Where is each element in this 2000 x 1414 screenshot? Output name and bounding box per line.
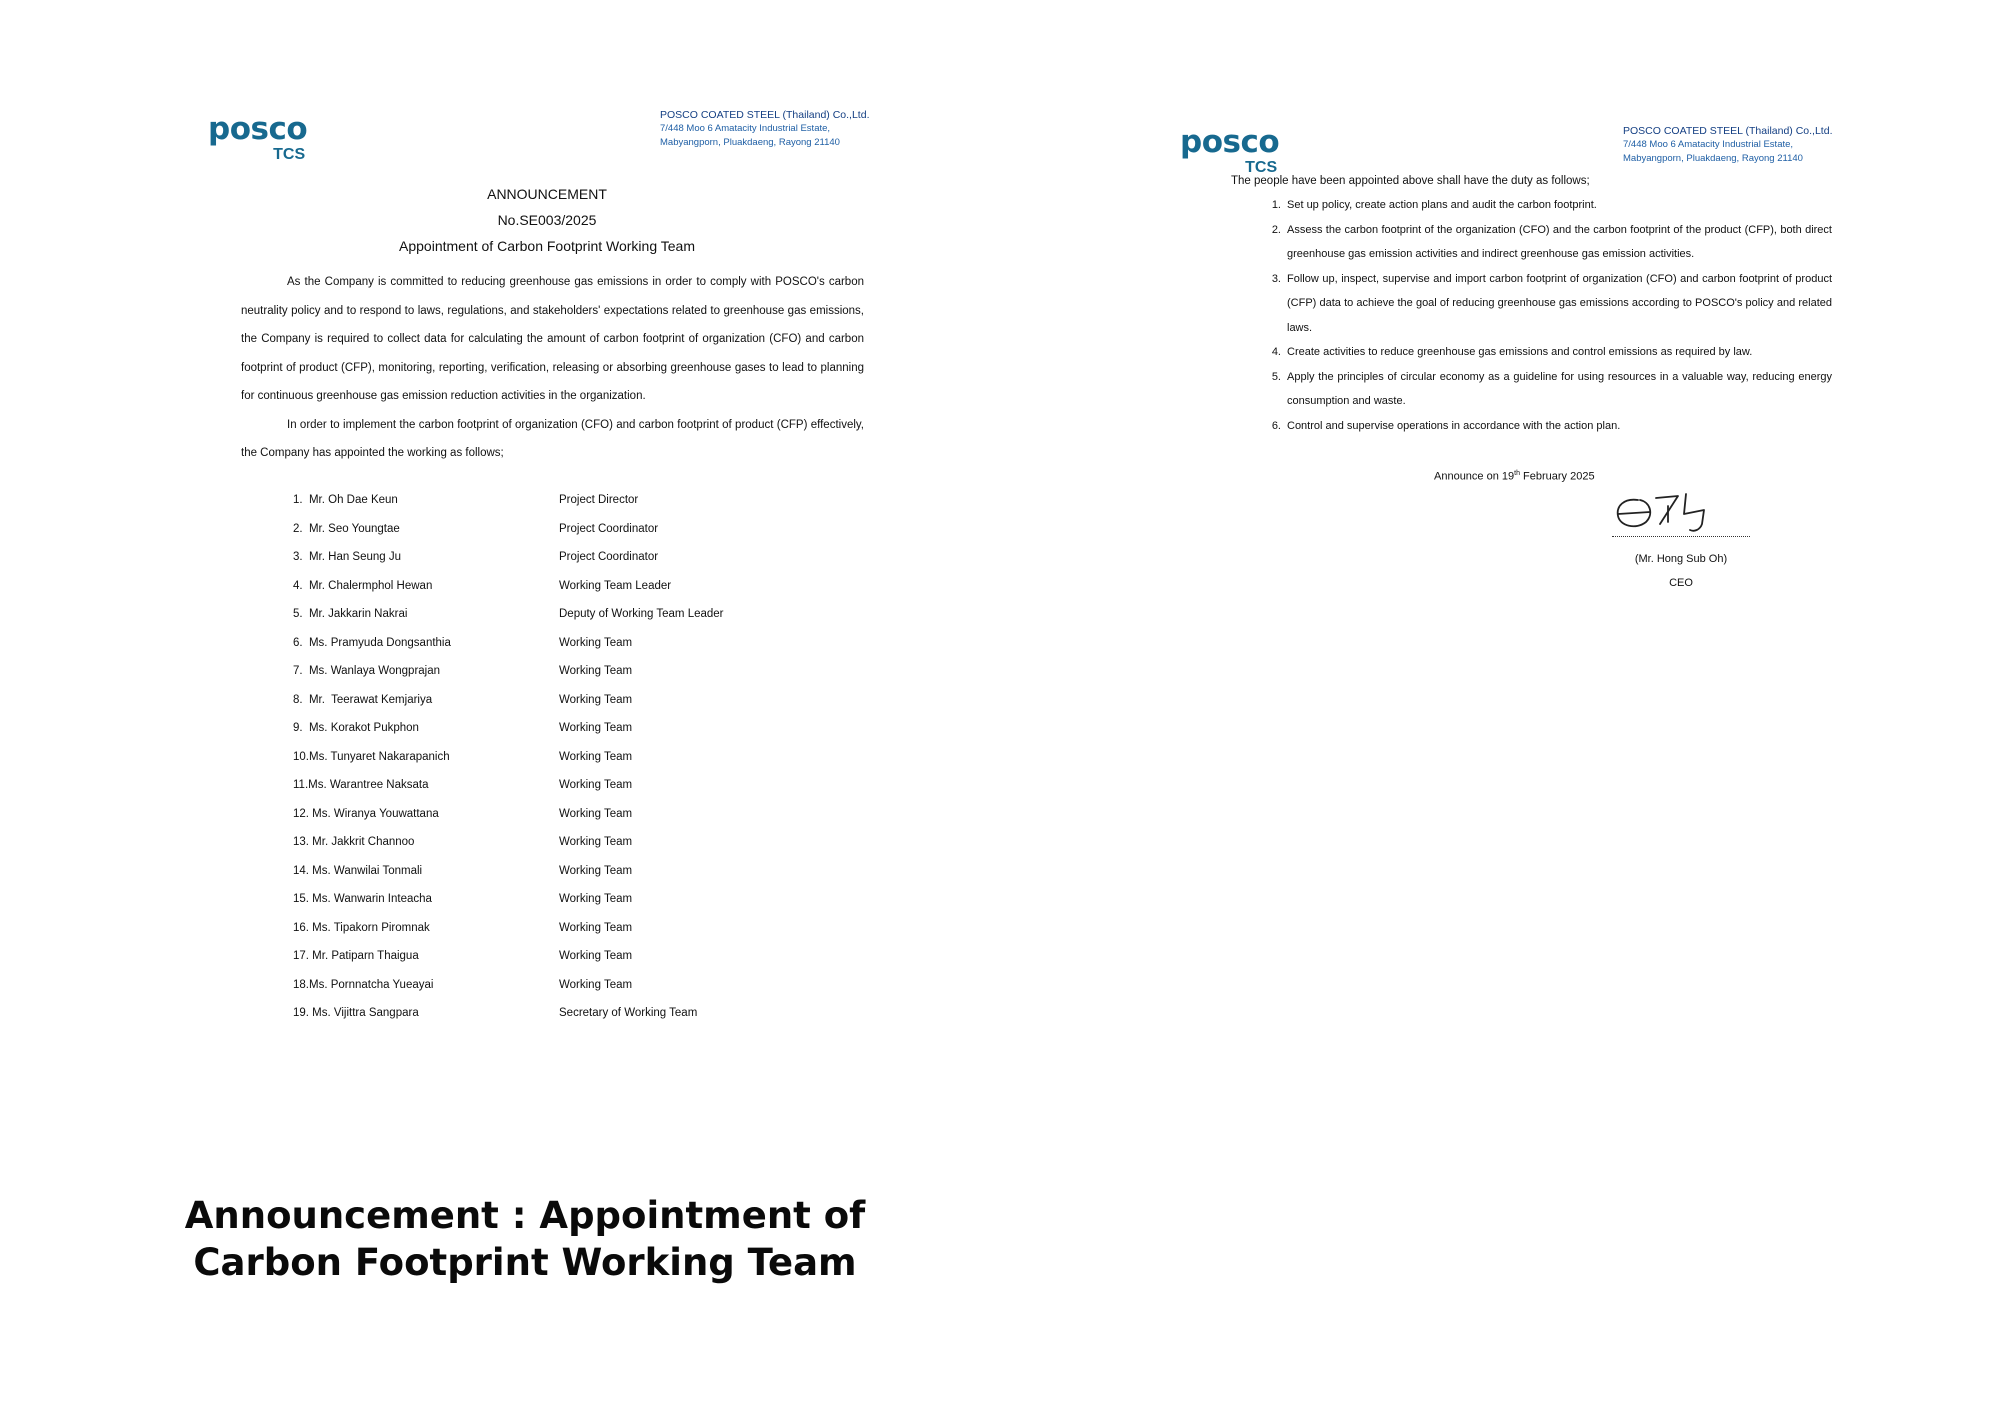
company-address xyxy=(660,108,869,150)
signature-line xyxy=(1612,536,1750,537)
team-member-name: 14. Ms. Wanwilai Tonmali xyxy=(293,864,423,877)
address-line-2: Mabyangporn, Pluakdaeng, Rayong 21140 xyxy=(1623,153,1803,164)
team-member-role: Working Team xyxy=(559,921,633,934)
duty-number: 2. xyxy=(1271,223,1281,236)
duty-item xyxy=(1246,193,1832,218)
team-member-name: 2. Mr. Seo Youngtae xyxy=(293,522,400,535)
duty-item xyxy=(1246,267,1832,341)
signatory-name: (Mr. Hong Sub Oh) xyxy=(1634,553,1728,565)
team-member-role: Project Director xyxy=(559,494,639,506)
team-row xyxy=(293,942,724,971)
caption-line-2: Carbon Footprint Working Team xyxy=(193,1241,857,1284)
team-member-role: Deputy of Working Team Leader xyxy=(559,608,724,620)
paragraph-2-text: In order to implement the carbon footprint of organization (CFO) and carbon footprint of product (CFP) effectively, the Company has appointed the working as follows; xyxy=(241,418,864,459)
team-row xyxy=(293,486,724,515)
team-member-name: 18.Ms. Pornnatcha Yueayai xyxy=(293,978,434,991)
team-member-role: Project Coordinator xyxy=(559,551,659,563)
duty-item xyxy=(1246,218,1832,267)
team-row xyxy=(293,771,724,800)
team-member-name: 12. Ms. Wiranya Youwattana xyxy=(293,807,439,820)
duty-number: 3. xyxy=(1271,272,1281,285)
duty-number: 6. xyxy=(1271,419,1281,432)
duty-item xyxy=(1246,365,1832,414)
team-member-role: Working Team xyxy=(559,750,633,763)
team-row xyxy=(293,828,724,857)
duty-number: 4. xyxy=(1271,346,1281,358)
team-row xyxy=(293,600,724,629)
team-row xyxy=(293,629,724,658)
announce-date-prefix: Announce on 19 xyxy=(1434,470,1515,483)
team-member-role: Working Team xyxy=(559,978,633,991)
caption-line-1: Announcement : Appointment of xyxy=(184,1194,866,1237)
team-row xyxy=(293,914,724,943)
team-row xyxy=(293,885,724,914)
team-member-name: 9. Ms. Korakot Pukphon xyxy=(293,722,419,734)
posco-tcs-logo xyxy=(208,111,308,163)
team-member-name: 10.Ms. Tunyaret Nakarapanich xyxy=(293,750,450,763)
team-member-name: 17. Mr. Patiparn Thaigua xyxy=(293,950,419,962)
duty-item xyxy=(1246,414,1832,439)
logo-wordmark: posco xyxy=(208,111,308,147)
duty-text: Create activities to reduce greenhouse gas emissions and control emissions as required by law. xyxy=(1287,346,1753,358)
duty-text: Follow up, inspect, supervise and import carbon footprint of organization (CFO) and carbon footprint of product (CFP) data to achieve the goal of reducing greenhouse gas emissions according to POSCO's policy and related laws. xyxy=(1287,272,1832,334)
address-line-1: 7/448 Moo 6 Amatacity Industrial Estate, xyxy=(1623,139,1794,150)
team-row xyxy=(293,999,724,1028)
team-row xyxy=(293,800,724,829)
ceo-signature xyxy=(1610,488,1730,540)
address-line-1: 7/448 Moo 6 Amatacity Industrial Estate, xyxy=(660,123,831,134)
team-member-name: 7. Ms. Wanlaya Wongprajan xyxy=(293,665,441,677)
body-paragraph-1 xyxy=(241,268,864,411)
duty-text: Apply the principles of circular economy as a guideline for using resources in a valuable way, reducing energy consumption and waste. xyxy=(1287,370,1832,407)
team-row xyxy=(293,686,724,715)
announce-date-ordinal: th xyxy=(1514,470,1520,477)
team-member-role: Working Team xyxy=(559,836,633,848)
team-member-role: Working Team xyxy=(559,636,633,649)
company-name: POSCO COATED STEEL (Thailand) Co.,Ltd. xyxy=(1623,125,1833,137)
team-row xyxy=(293,971,724,1000)
logo-subtext: TCS xyxy=(1245,159,1278,176)
team-member-role: Working Team xyxy=(559,779,633,791)
announcement-heading: ANNOUNCEMENT xyxy=(487,186,607,202)
logo-subtext: TCS xyxy=(273,146,306,163)
team-member-role: Working Team xyxy=(559,950,633,962)
duty-item xyxy=(1246,340,1832,365)
announce-date-suffix: February 2025 xyxy=(1519,470,1595,483)
team-row xyxy=(293,515,724,544)
team-member-role: Working Team xyxy=(559,722,633,734)
signatory-title: CEO xyxy=(1669,577,1693,589)
team-row xyxy=(293,572,724,601)
announce-date xyxy=(1434,470,1595,483)
duty-text: Set up policy, create action plans and audit the carbon footprint. xyxy=(1287,199,1597,211)
duties-intro: The people have been appointed above shall have the duty as follows; xyxy=(1231,175,1590,187)
team-member-name: 15. Ms. Wanwarin Inteacha xyxy=(293,893,432,905)
duty-number: 5. xyxy=(1271,370,1281,383)
team-row xyxy=(293,543,724,572)
team-member-role: Working Team xyxy=(559,665,633,677)
logo-wordmark: posco xyxy=(1180,124,1280,160)
team-member-name: 11.Ms. Warantree Naksata xyxy=(293,779,429,791)
team-member-name: 3. Mr. Han Seung Ju xyxy=(293,551,402,563)
team-member-name: 6. Ms. Pramyuda Dongsanthia xyxy=(293,636,451,649)
team-member-name: 5. Mr. Jakkarin Nakrai xyxy=(293,608,408,620)
announcement-subject: Appointment of Carbon Footprint Working Team xyxy=(399,238,695,254)
team-member-role: Working Team xyxy=(559,807,633,820)
team-row xyxy=(293,657,724,686)
team-member-name: 8. Mr. Teerawat Kemjariya xyxy=(293,693,433,706)
team-member-name: 16. Ms. Tipakorn Piromnak xyxy=(293,921,430,934)
team-member-role: Project Coordinator xyxy=(559,522,659,535)
announcement-body xyxy=(241,268,864,468)
team-member-name: 13. Mr. Jakkrit Channoo xyxy=(293,836,415,848)
body-paragraph-2 xyxy=(241,411,864,468)
address-line-2: Mabyangporn, Pluakdaeng, Rayong 21140 xyxy=(660,137,840,148)
company-name: POSCO COATED STEEL (Thailand) Co.,Ltd. xyxy=(660,109,870,121)
team-row xyxy=(293,714,724,743)
caption-title xyxy=(175,1192,875,1286)
team-row xyxy=(293,743,724,772)
duty-number: 1. xyxy=(1271,199,1281,211)
team-member-name: 19. Ms. Vijittra Sangpara xyxy=(293,1007,419,1019)
duty-text: Control and supervise operations in accordance with the action plan. xyxy=(1287,419,1621,432)
team-member-role: Working Team Leader xyxy=(559,579,672,592)
company-address-page2 xyxy=(1623,124,1832,166)
team-member-role: Working Team xyxy=(559,893,633,905)
team-member-role: Working Team xyxy=(559,864,633,877)
duty-text: Assess the carbon footprint of the organization (CFO) and the carbon footprint of the product (CFP), both direct greenhouse gas emission activities and indirect greenhouse gas emission activities. xyxy=(1287,223,1832,260)
team-row xyxy=(293,857,724,886)
announcement-number: No.SE003/2025 xyxy=(497,212,597,228)
paragraph-1-text: As the Company is committed to reducing greenhouse gas emissions in order to comply with POSCO's carbon neutrality policy and to respond to laws, regulations, and stakeholders' expectations related to greenhouse gas emissions, the Company is required to collect data for calculating the amount of carbon footprint of organization (CFO) and carbon footprint of product (CFP), monitoring, reporting, verification, releasing or absorbing greenhouse gases to lead to planning for continuous greenhouse gas emission reduction activities in the organization. xyxy=(241,276,864,402)
team-member-name: 1. Mr. Oh Dae Keun xyxy=(293,494,398,506)
team-member-role: Working Team xyxy=(559,693,633,706)
team-member-role: Secretary of Working Team xyxy=(559,1007,698,1019)
team-list xyxy=(293,486,724,1028)
duties-list xyxy=(1246,193,1832,438)
team-member-name: 4. Mr. Chalermphol Hewan xyxy=(293,579,433,592)
posco-tcs-logo-page2 xyxy=(1180,124,1280,176)
